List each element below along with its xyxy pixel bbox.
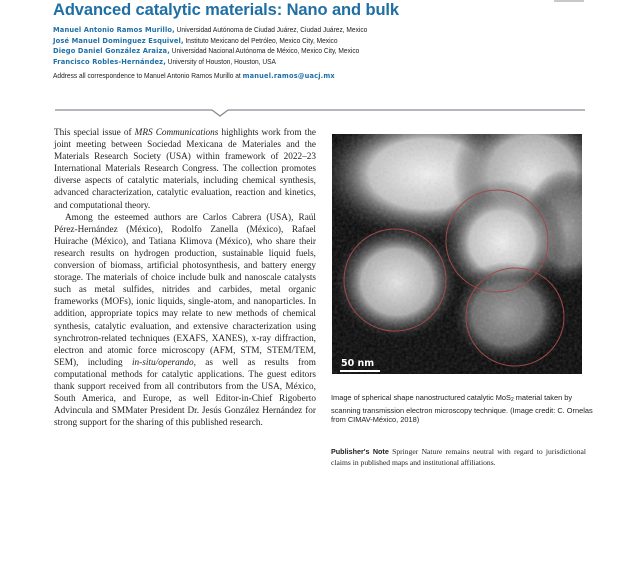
section-divider <box>55 104 585 118</box>
author-name: Francisco Robles-Hernández, <box>53 56 166 66</box>
journal-name: MRS Communications <box>134 128 219 138</box>
author-name: José Manuel Dominguez Esquivel, <box>53 35 184 45</box>
author-line <box>53 57 367 68</box>
correspondence-line <box>53 71 367 80</box>
caption-text: Image of spherical shape nanostructured catalytic MoS <box>331 393 511 402</box>
body-paragraph <box>54 127 316 212</box>
author-affiliation: Instituto Mexicano del Petróleo, Mexico City, Mexico <box>183 36 338 45</box>
chevron-down-icon <box>212 110 228 116</box>
body-text: This special issue of <box>54 128 135 138</box>
publisher-note-text: Springer Nature remains neutral with regard to jurisdictional claims in published maps and institutional affiliations. <box>331 447 586 467</box>
author-block <box>53 25 391 80</box>
correspondence-text: Address all correspondence to Manuel Antonio Ramos Murillo at <box>53 72 243 81</box>
author-line <box>53 25 367 36</box>
body-text: Among the esteemed authors are Carlos Cabrera (USA), Raúl Pérez-Hernández (México), Rodolfo Zanella (México), Rafael Huirache (México), and Tatiana Klimova (México), who share their research results on hydrogen production, sustainable liquid fuels, conversion of biomass, artificial photosynthesis, and battery energy storage. The materials of choice include bulk and nanoscale catalysts such as metal sulfides, nitrides and carbides, metal organic frameworks (MOFs), ionic liquids, single-atom, and nanoparticles. In addition, appropriate topics may relate to new methods of chemical synthesis, catalytic evaluation, and extensive characterization using synchrotron-related techniques (EXAFS, XANES), x-ray diffraction, electron and atomic force microscopy (AFM, STM, STEM/TEM, SEM), including <box>54 212 316 368</box>
caption-text: material taken by scanning transmission electron microscopy technique. (Image credit: C. Ornelas from CIMAV-México, 2018) <box>331 393 593 425</box>
author-line <box>53 46 367 57</box>
figure-caption <box>331 393 601 425</box>
scale-bar <box>340 370 380 372</box>
page-corner-mark <box>554 0 584 2</box>
correspondence-email-link[interactable]: manuel.ramos@uacj.mx <box>242 71 335 81</box>
scale-bar-label: 50 nm <box>341 358 375 369</box>
article-title: Advanced catalytic materials: Nano and bulk <box>53 1 399 19</box>
publisher-note <box>331 447 586 468</box>
publisher-note-label: Publisher's Note <box>331 447 389 456</box>
author-affiliation: Universidad Nacional Autónoma de México, Mexico City, Mexico <box>169 47 360 56</box>
author-affiliation: University of Houston, Houston, USA <box>165 57 276 66</box>
author-affiliation: Universidad Autónoma de Ciudad Juárez, Ciudad Juárez, Mexico <box>174 26 368 34</box>
micrograph-image <box>332 134 582 374</box>
stem-micrograph <box>332 134 582 374</box>
article-body <box>54 127 316 429</box>
body-paragraph <box>54 212 316 430</box>
italic-term: in-situ/operando <box>131 357 194 368</box>
caption-subscript: 2 <box>510 397 514 403</box>
author-name: Manuel Antonio Ramos Murillo, <box>53 25 175 34</box>
author-line <box>53 36 367 47</box>
body-text: , as well as results from computational methods for catalytic applications. The guest editors thank support received from all contributors from the USA, México, South America, and Europe, as well Editor-in-Chief Rigoberto Advincula and SMMater President Dr. Jesús González Hernández for strong support for the sharing of this published research. <box>54 357 316 429</box>
body-text: highlights work from the joint meeting between Sociedad Mexicana de Materiales and the Materials Research Society (USA) within framework of 2022–23 International Materials Research Congress. The collection promotes diverse aspects of catalytic materials, including chemical synthesis, advanced characterization, catalytic evaluation, reaction and kinetics, and computational theory. <box>54 128 317 211</box>
author-name: Diego Daniel González Araiza, <box>53 46 170 56</box>
